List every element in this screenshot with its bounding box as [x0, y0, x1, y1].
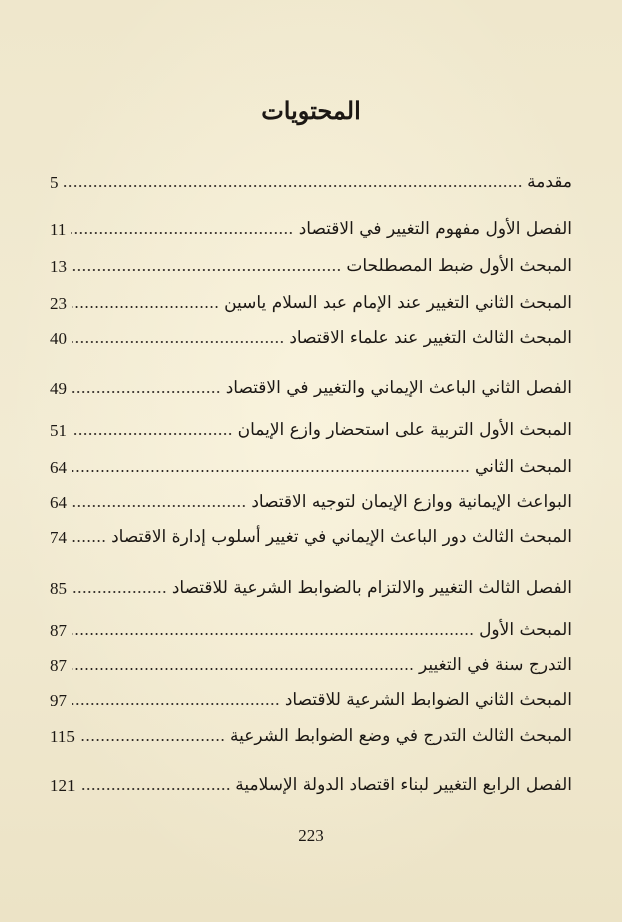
- toc-leader-dots: [72, 339, 284, 345]
- toc-leader-dots: [81, 786, 231, 792]
- toc-entry-label: الفصل الرابع التغيير لبناء اقتصاد الدولة الإسلامية: [235, 775, 572, 795]
- toc-leader-dots: [72, 468, 470, 474]
- toc-leader-dots: [72, 631, 474, 637]
- toc-page-number: 5: [50, 173, 59, 192]
- toc-entry-label: المبحث الأول التربية على استحضار وازع الإيمان: [237, 420, 572, 440]
- toc-entry-label: المبحث الأول: [479, 620, 572, 640]
- toc-entry-ch2-section-2: [50, 451, 572, 479]
- toc-entry-ch1-section-1: [50, 250, 572, 278]
- toc-entry-chapter-2: [50, 372, 572, 400]
- toc-page-number: 115: [50, 727, 75, 746]
- toc-entry-label: التدرج سنة في التغيير: [418, 655, 572, 675]
- toc-entry-ch2-section-3: [50, 521, 572, 549]
- toc-leader-dots: [72, 538, 106, 544]
- toc-entry-label: المبحث الثالث التدرج في وضع الضوابط الشرعية: [229, 726, 572, 746]
- toc-leader-dots: [72, 267, 341, 273]
- toc-entry-label: المبحث الثاني الضوابط الشرعية للاقتصاد: [284, 690, 572, 710]
- toc-entry-ch3-section-2: [50, 684, 572, 712]
- page-number: 223: [298, 826, 324, 845]
- toc-entry-introduction: [50, 166, 572, 194]
- toc-entry-ch3-subsection: [50, 649, 572, 677]
- toc-page-number: 87: [50, 621, 67, 640]
- toc-page-number: 49: [50, 379, 67, 398]
- toc-entry-label: مقدمة: [527, 172, 572, 192]
- toc-entry-ch3-section-1: [50, 614, 572, 642]
- toc-entry-label: المبحث الثالث دور الباعث الإيماني في تغيير أسلوب إدارة الاقتصاد: [111, 527, 572, 547]
- toc-page-number: 97: [50, 691, 67, 710]
- toc-entry-label: البواعث الإيمانية ووازع الإيمان لتوجيه الاقتصاد: [251, 492, 572, 512]
- toc-entry-label: المبحث الأول ضبط المصطلحات: [346, 256, 572, 276]
- toc-leader-dots: [72, 304, 219, 310]
- toc-entry-ch2-subsection: [50, 486, 572, 514]
- toc-entry-chapter-1: [50, 213, 572, 241]
- toc-entry-label: الفصل الثاني الباعث الإيماني والتغيير في الاقتصاد: [225, 378, 572, 398]
- toc-page-number: 51: [50, 421, 67, 440]
- toc-leader-dots: [72, 503, 246, 509]
- toc-entry-label: المبحث الثالث التغيير عند علماء الاقتصاد: [289, 328, 572, 348]
- toc-leader-dots: [72, 701, 280, 707]
- toc-entry-label: الفصل الثالث التغيير والالتزام بالضوابط الشرعية للاقتصاد: [171, 578, 572, 598]
- toc-leader-dots: [72, 589, 167, 595]
- toc-entry-ch1-section-2: [50, 287, 572, 315]
- toc-page-number: 121: [50, 776, 76, 795]
- toc-leader-dots: [72, 431, 233, 437]
- toc-entry-label: المبحث الثاني التغيير عند الإمام عبد السلام ياسين: [224, 293, 572, 313]
- toc-entry-chapter-4: [50, 769, 572, 797]
- toc-entry-ch2-section-1: [50, 414, 572, 442]
- toc-leader-dots: [72, 389, 221, 395]
- toc-leader-dots: [80, 737, 225, 743]
- toc-entry-ch1-section-3: [50, 322, 572, 350]
- toc-entry-ch3-section-3: [50, 720, 572, 748]
- toc-leader-dots: [72, 666, 414, 672]
- toc-page-number: 85: [50, 579, 67, 598]
- toc-entry-label: المبحث الثاني: [474, 457, 572, 477]
- toc-page-number: 13: [50, 257, 67, 276]
- toc-page-number: 23: [50, 294, 67, 313]
- toc-page-number: 87: [50, 656, 67, 675]
- toc-page-number: 64: [50, 493, 67, 512]
- toc-leader-dots: [64, 183, 523, 189]
- page-title: المحتويات: [261, 96, 361, 125]
- toc-leader-dots: [71, 230, 293, 236]
- toc-page-number: 74: [50, 528, 67, 547]
- toc-page-number: 11: [50, 220, 67, 239]
- toc-entry-label: الفصل الأول مفهوم التغيير في الاقتصاد: [298, 219, 572, 239]
- toc-entry-chapter-3: [50, 572, 572, 600]
- toc-page-number: 64: [50, 458, 67, 477]
- toc-page-number: 40: [50, 329, 67, 348]
